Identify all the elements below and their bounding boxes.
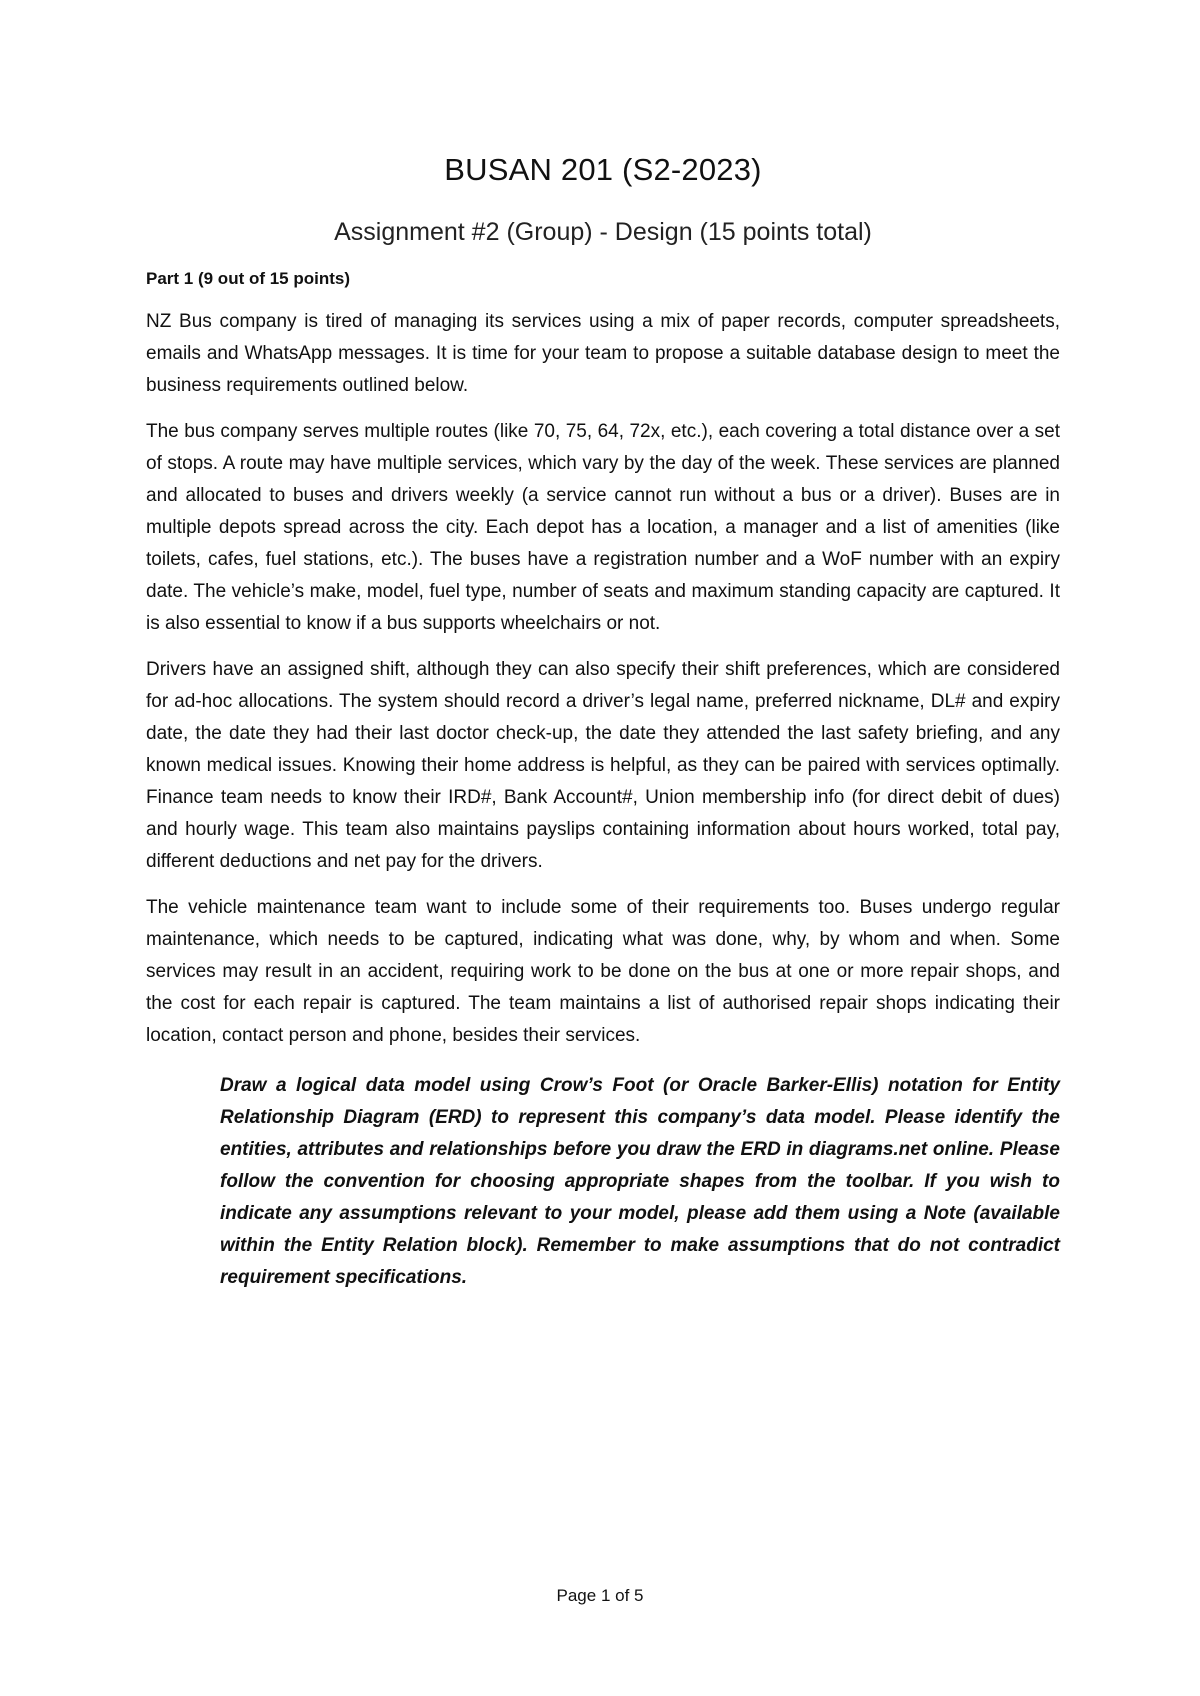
paragraph-routes-buses: The bus company serves multiple routes (like 70, 75, 64, 72x, etc.), each covering a total distance over a set of stops. A route may have multiple services, which vary by the day of the week. These services are planned and allocated to buses and drivers weekly (a service cannot run without a bus or a driver). Buses are in multiple depots spread across the city. Each depot has a location, a manager and a list of amenities (like toilets, cafes, fuel stations, etc.). The buses have a registration number and a WoF number with an expiry date. The vehicle’s make, model, fuel type, number of seats and maximum standing capacity are captured. It is also essential to know if a bus supports wheelchairs or not. (146, 421, 1060, 634)
task-instruction: Draw a logical data model using Crow’s Foot (or Oracle Barker-Ellis) notation for Entity Relationship Diagram (ERD) to represent this company’s data model. Please identify the entities, attributes and relationships before you draw the ERD in diagrams.net online. Please follow the convention for choosing appropriate shapes from the toolbar. If you wish to indicate any assumptions relevant to your model, please add them using a Note (available within the Entity Relation block). Remember to make assumptions that do not contradict requirement specifications. (220, 1075, 1060, 1288)
assignment-subtitle: Assignment #2 (Group) - Design (15 points total) (334, 218, 872, 246)
page-content (146, 150, 1060, 1294)
paragraph-intro: NZ Bus company is tired of managing its services using a mix of paper records, computer spreadsheets, emails and WhatsApp messages. It is time for your team to propose a suitable database design to meet the business requirements outlined below. (146, 311, 1060, 396)
document-title: BUSAN 201 (S2-2023) (444, 152, 762, 187)
paragraph-maintenance: The vehicle maintenance team want to include some of their requirements too. Buses undergo regular maintenance, which needs to be captured, indicating what was done, why, by whom and when. Some services may result in an accident, requiring work to be done on the bus at one or more repair shops, and the cost for each repair is captured. The team maintains a list of authorised repair shops indicating their location, contact person and phone, besides their services. (146, 897, 1060, 1046)
page-number-footer: Page 1 of 5 (556, 1586, 644, 1605)
paragraph-drivers: Drivers have an assigned shift, although they can also specify their shift preferences, which are considered for ad-hoc allocations. The system should record a driver’s legal name, preferred nickname, DL# and expiry date, the date they had their last doctor check-up, the date they attended the last safety briefing, and any known medical issues. Knowing their home address is helpful, as they can be paired with services optimally. Finance team needs to know their IRD#, Bank Account#, Union membership info (for direct debit of dues) and hourly wage. This team also maintains payslips containing information about hours worked, total pay, different deductions and net pay for the drivers. (146, 659, 1060, 872)
part-heading: Part 1 (9 out of 15 points) (146, 269, 351, 288)
